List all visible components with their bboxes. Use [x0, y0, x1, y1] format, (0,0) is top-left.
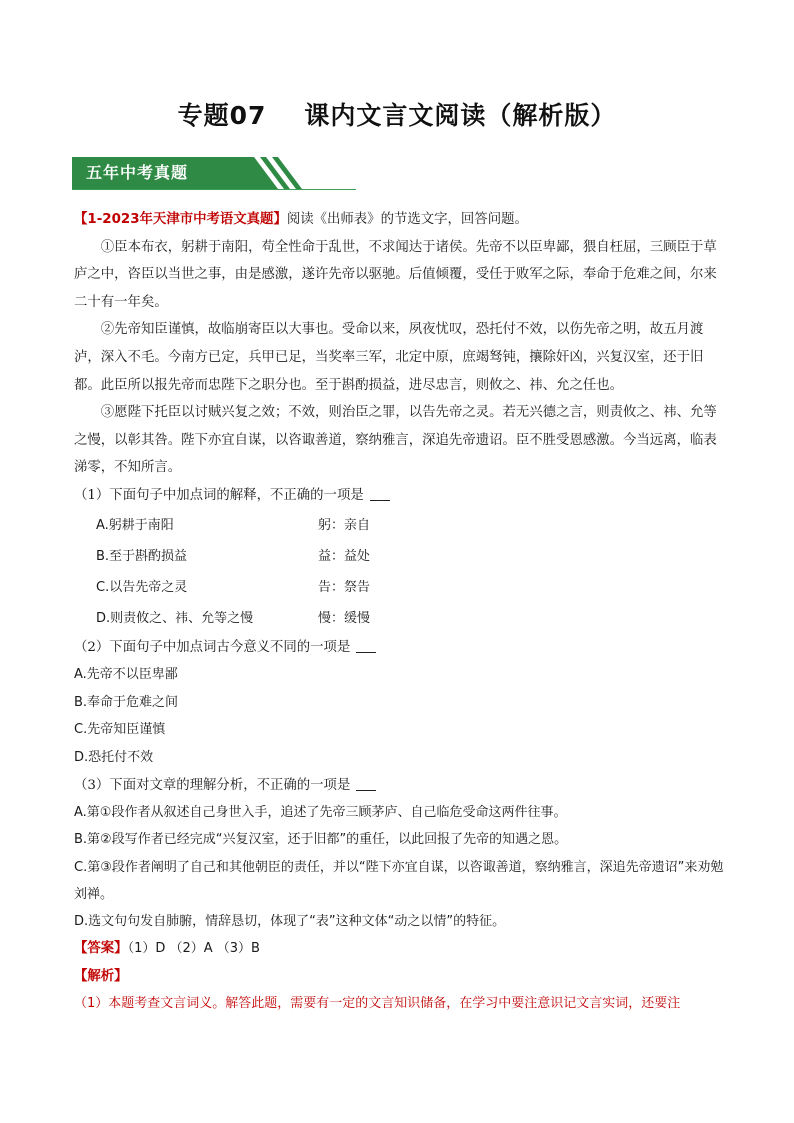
answer-blank	[370, 486, 390, 501]
question-3-stem	[74, 772, 726, 800]
question-2-text: （2）下面句子中加点词古今意义不同的一项是	[74, 639, 351, 655]
option-meaning: 躬：亲自	[318, 517, 371, 533]
section-banner-label: 五年中考真题	[72, 157, 240, 189]
question-2-stem	[74, 634, 726, 662]
question-intro	[74, 206, 726, 234]
question-2-option-c: C.先帝知臣谨慎	[74, 722, 166, 738]
banner-stripes-icon	[232, 157, 328, 189]
document-body	[74, 206, 726, 1018]
question-3-option-b: B.第②段写作者已经完成“兴复汉室，还于旧都”的重任，以此回报了先帝的知遇之恩。	[74, 832, 568, 848]
question-2-option-b: B.奉命于危难之间	[74, 694, 179, 710]
question-intro-text: 阅读《出师表》的节选文字，回答问题。	[286, 212, 528, 227]
title-subject: 课内文言文阅读（解析版）	[304, 101, 617, 130]
answer-line	[74, 935, 726, 963]
answer-blank	[356, 638, 376, 653]
question-2-option-a: A.先帝不以臣卑鄙	[74, 667, 178, 683]
analysis-label: 【解析】	[74, 968, 128, 984]
question-3-option-a: A.第①段作者从叙述自己身世入手，追述了先帝三顾茅庐、自己临危受命这两件往事。	[74, 805, 567, 821]
passage-paragraph-1: ①臣本布衣，躬耕于南阳，苟全性命于乱世，不求闻达于诸侯。先帝不以臣卑鄙，猥自枉屈，三顾臣于草庐之中，咨臣以当世之事，由是感激，遂许先帝以驱驰。后值倾覆，受任于败军之际，奉命于危难之间，尔来二十有一年矣。	[74, 239, 717, 310]
section-banner	[72, 157, 356, 193]
question-3-option-d: D.选文句句发自肺腑，情辞恳切，体现了“表”这种文体“动之以情”的特征。	[74, 913, 506, 929]
banner-underline	[72, 189, 356, 190]
question-1-option-b	[74, 541, 726, 572]
option-sentence: B.至于斟酌损益	[96, 548, 188, 564]
question-source: 【1-2023年天津市中考语文真题】	[74, 212, 287, 227]
answer-blank	[356, 776, 376, 791]
option-meaning: 慢：缓慢	[318, 610, 371, 626]
option-sentence: C.以告先帝之灵	[96, 579, 188, 595]
option-sentence: A.躬耕于南阳	[96, 517, 174, 533]
question-1-option-a	[74, 510, 726, 541]
option-sentence: D.则责攸之、祎、允等之慢	[96, 610, 254, 626]
question-3-text: （3）下面对文章的理解分析，不正确的一项是	[74, 777, 351, 793]
question-1-stem	[74, 482, 726, 510]
passage-paragraph-2: ②先帝知臣谨慎，故临崩寄臣以大事也。受命以来，夙夜忧叹，恐托付不效，以伤先帝之明，故五月渡泸，深入不毛。今南方已定，兵甲已足，当奖率三军，北定中原，庶竭驽钝，攘除奸凶，兴复汉室，还于旧都。此臣所以报先帝而忠陛下之职分也。至于斟酌损益，进尽忠言，则攸之、祎、允之任也。	[74, 322, 704, 393]
title-topic: 专题07	[177, 101, 267, 130]
option-meaning: 告：祭告	[318, 579, 371, 595]
question-3-option-c: C.第③段作者阐明了自己和其他朝臣的责任，并以“陛下亦宜自谋，以咨诹善道，察纳雅言，深追先帝遗诏”来劝勉刘禅。	[74, 859, 724, 902]
page-title	[0, 96, 794, 132]
question-1-option-d	[74, 603, 726, 634]
answer-label: 【答案】	[74, 941, 128, 957]
option-meaning: 益：益处	[318, 548, 371, 564]
passage-paragraph-3: ③愿陛下托臣以讨贼兴复之效；不效，则治臣之罪，以告先帝之灵。若无兴德之言，则责攸之、祎、允等之慢，以彰其咎。陛下亦宜自谋，以咨诹善道，察纳雅言，深追先帝遗诏。臣不胜受恩感激。今当远离，临表涕零，不知所言。	[74, 405, 717, 476]
question-1-option-c	[74, 572, 726, 603]
answer-text: （1）D （2）A （3）B	[127, 941, 260, 957]
analysis-heading	[74, 963, 726, 991]
question-2-option-d: D.恐托付不效	[74, 749, 154, 765]
question-1-text: （1）下面句子中加点词的解释，不正确的一项是	[74, 487, 364, 503]
analysis-text: （1）本题考查文言词义。解答此题，需要有一定的文言知识储备，在学习中要注意识记文言实词，还要注	[74, 996, 681, 1012]
